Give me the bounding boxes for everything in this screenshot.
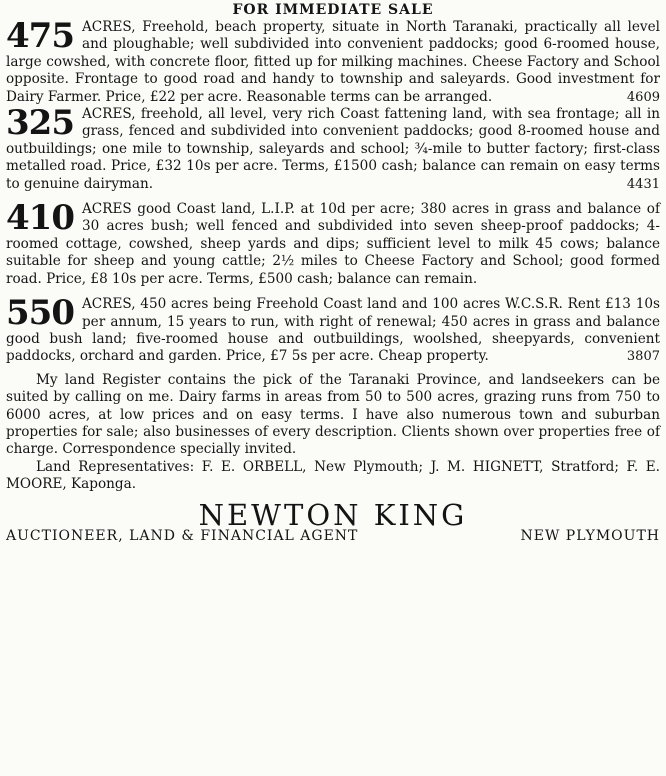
- advertisement: [0, 1, 666, 776]
- listing-acres: 410: [6, 198, 74, 239]
- listing-text: ACRES, Freehold, beach property, situate in North Taranaki, practically all level and ploughable; well subdivided into convenient paddocks; good 6-roomed house, large cowshed, with concrete floor, fitted up for milking machines. Cheese Factory and School opposite. Frontage to good road and handy to township and saleyards. Good investment for Dairy Farmer. Price, £22 per acre. Reasonable terms can be arranged.: [6, 19, 660, 105]
- listing-410: [6, 198, 660, 288]
- listing-ref: 4609: [626, 89, 660, 105]
- listing-550: [6, 293, 660, 366]
- firm-location: NEW PLYMOUTH: [520, 527, 660, 544]
- land-representatives: Land Representatives: F. E. ORBELL, New Plymouth; J. M. HIGNETT, Stratford; F. E. MOORE, Kaponga.: [6, 458, 660, 493]
- listing-text: ACRES, 450 acres being Freehold Coast land and 100 acres W.C.S.R. Rent £13 10s per annum, 15 years to run, with right of renewal; 450 acres in grass and balance good bush land; five-roomed house and outbuildings, woolshed, sheepyards, convenient paddocks, orchard and garden. Price, £7 5s per acre. Cheap property.: [6, 296, 660, 365]
- listing-ref: 3807: [626, 349, 660, 365]
- register-paragraph: My land Register contains the pick of the Taranaki Province, and landseekers can be suited by calling on me. Dairy farms in areas from 50 to 500 acres, grazing runs from 750 to 6000 acres, at low prices and on easy terms. I have also numerous town and suburban properties for sale; also businesses of every description. Clients shown over properties free of charge. Correspondence specially invited.: [6, 371, 660, 458]
- listing-acres: 475: [6, 16, 74, 56]
- firm-name: NEWTON KING: [198, 497, 468, 532]
- listing-475: [6, 16, 660, 106]
- listing-acres: 550: [6, 293, 74, 334]
- firm-title: AUCTIONEER, LAND & FINANCIAL AGENT: [6, 527, 359, 544]
- listing-325: [6, 103, 660, 193]
- ad-heading: FOR IMMEDIATE SALE: [232, 2, 434, 18]
- listing-ref: 4431: [626, 176, 660, 192]
- footer-line: [6, 528, 660, 544]
- listing-text: ACRES, freehold, all level, very rich Coast fattening land, with sea frontage; all in grass, fenced and subdivided into convenient paddocks; good 8-roomed house and outbuildings; one mile to township, saleyards and school; ¾-mile to butter factory; first-class metalled road. Price, £32 10s per acre. Terms, £1500 cash; balance can remain on easy terms to genuine dairyman.: [6, 106, 660, 192]
- listing-acres: 325: [6, 103, 74, 144]
- listing-text: ACRES good Coast land, L.I.P. at 10d per acre; 380 acres in grass and balance of 30 acres bush; well fenced and subdivided into seven sheep-proof paddocks; 4-roomed cottage, cowshed, sheep yards and dips; sufficient level to milk 45 cows; balance suitable for sheep and young cattle; 2½ miles to Cheese Factory and School; good formed road. Price, £8 10s per acre. Terms, £500 cash; balance can remain.: [6, 201, 660, 287]
